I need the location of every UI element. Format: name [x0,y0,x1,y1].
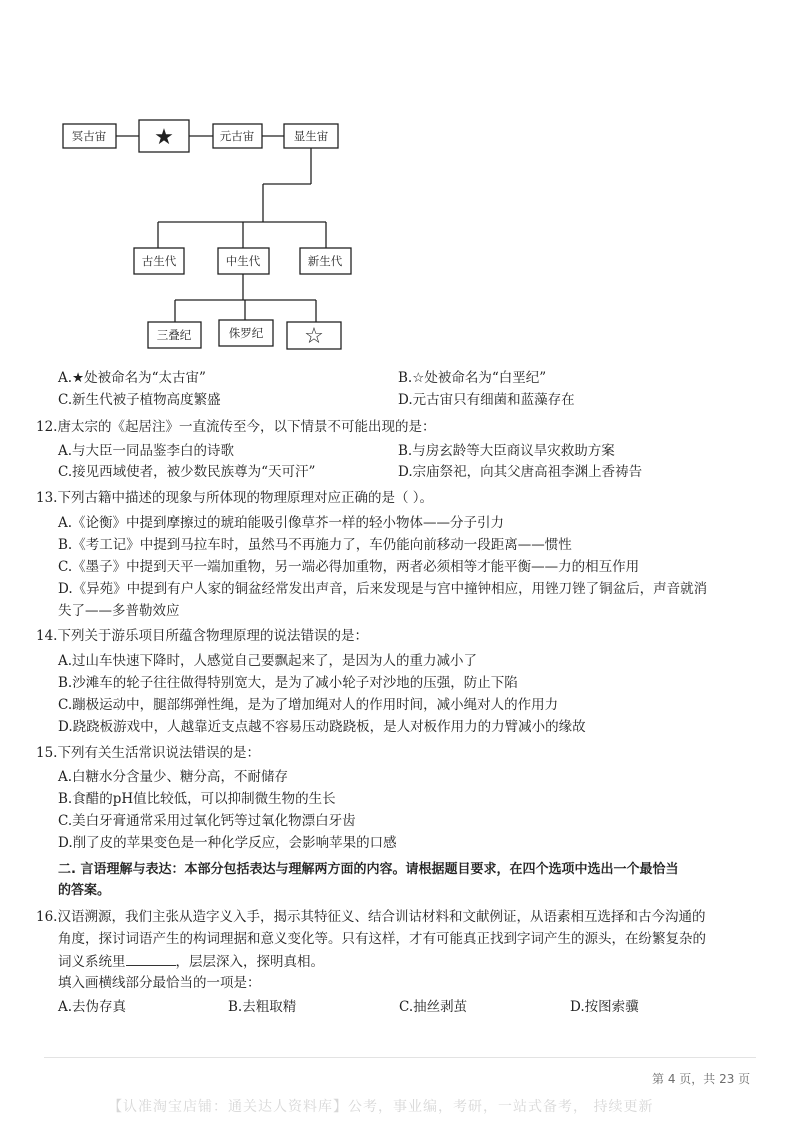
q13-option-d-line1: D.《异苑》中提到有户人家的铜盆经常发出声音，后来发现是与宫中撞钟相应，用锉刀锉了铜盆后，声音就消 [58,581,708,597]
q11-option-a: A.★处被命名为“太古宙” [58,370,206,386]
q14-option-d: D.跷跷板游戏中，人越靠近支点越不容易压动跷跷板，是人对板作用力的力臂减小的缘故 [58,719,586,735]
footer-divider [44,1057,756,1058]
q13-stem: 13.下列古籍中描述的现象与所体现的物理原理对应正确的是（ ）。 [36,490,434,506]
q16-stem-line1: 16.汉语溯源，我们主张从造字义入手，揭示其特征义、结合训诂材料和文献例证，从语素相互选择和古今沟通的 [36,909,706,925]
q12-option-a: A.与大臣一同品鉴李白的诗歌 [58,443,235,459]
q13-option-d-line2: 失了——多普勒效应 [58,603,180,619]
q15-option-a: A.白糖水分含量少、糖分高，不耐储存 [58,769,289,785]
q14-option-b: B.沙滩车的轮子往往做得特别宽大，是为了减小轮子对沙地的压强，防止下陷 [58,675,518,691]
q12-option-b: B.与房玄龄等大臣商议旱灾救助方案 [398,443,615,459]
diagram-box-proterozoic: 元古宙 [219,129,255,143]
diagram-box-mesozoic: 中生代 [225,254,261,268]
q12-option-c: C.接见西域使者，被少数民族尊为“天可汗” [58,464,316,480]
q16-option-d: D.按图索骥 [570,999,639,1015]
white-star-icon: ☆ [304,324,324,349]
q13-option-a: A.《论衡》中提到摩擦过的琥珀能吸引像草芥一样的轻小物体——分子引力 [58,515,505,531]
q16-prompt: 填入画横线部分最恰当的一项是： [58,975,261,991]
page-number: 第 4 页，共 23 页 [652,1072,751,1086]
q16-stem-line3-pre: 词义系统里 [58,954,126,970]
q13-option-c: C.《墨子》中提到天平一端加重物，另一端必得加重物，两者必须相等才能平衡——力的相互作用 [58,559,640,575]
q15-option-c: C.美白牙膏通常采用过氧化钙等过氧化物漂白牙齿 [58,813,356,829]
diagram-box-cenozoic: 新生代 [307,254,343,268]
q13-option-b: B.《考工记》中提到马拉车时，虽然马不再施力了，车仍能向前移动一段距离——惯性 [58,537,572,553]
q16-stem-line3-post: ，层层深入，探明真相。 [175,954,324,970]
diagram-box-jurassic: 侏罗纪 [228,326,264,340]
q15-option-d: D.削了皮的苹果变色是一种化学反应，会影响苹果的口感 [58,835,397,851]
footer-watermark: 【认准淘宝店铺：通关达人资料库】公考，事业编，考研，一站式备考， 持续更新 [108,1099,654,1115]
q14-option-c: C.蹦极运动中，腿部绑弹性绳，是为了增加绳对人的作用时间，减小绳对人的作用力 [58,697,559,713]
q12-stem: 12.唐太宗的《起居注》一直流传至今，以下情景不可能出现的是： [36,419,436,435]
q11-option-c: C.新生代被子植物高度繁盛 [58,392,221,408]
q16-option-c: C.抽丝剥茧 [399,999,468,1015]
fill-blank [126,951,176,966]
q16-option-a: A.去伪存真 [58,999,127,1015]
q15-stem: 15.下列有关生活常识说法错误的是： [36,745,260,761]
diagram-box-phanerozoic: 显生宙 [293,129,329,143]
geologic-time-diagram [0,0,800,370]
q11-option-d: D.元古宙只有细菌和蓝藻存在 [398,392,575,408]
section-heading-line1: 二. 言语理解与表达：本部分包括表达与理解两方面的内容。请根据题目要求，在四个选项中选出一个最恰当 [58,862,679,877]
diagram-box-hadean: 冥古宙 [71,129,107,143]
q16-stem-line3 [58,951,324,972]
section-heading-line2: 的答案。 [58,883,111,898]
q16-stem-line2: 角度，探讨词语产生的构词理据和意义变化等。只有这样，才有可能真正找到字词产生的源头，在纷繁复杂的 [58,931,706,947]
q14-option-a: A.过山车快速下降时，人感觉自己要飘起来了，是因为人的重力减小了 [58,653,478,669]
diagram-box-paleozoic: 古生代 [141,254,177,268]
q16-option-b: B.去粗取精 [228,999,297,1015]
q15-option-b: B.食醋的pH值比较低，可以抑制微生物的生长 [58,791,336,807]
diagram-box-triassic: 三叠纪 [156,328,192,342]
black-star-icon: ★ [154,125,174,150]
q12-option-d: D.宗庙祭祀，向其父唐高祖李渊上香祷告 [398,464,643,480]
q14-stem: 14.下列关于游乐项目所蕴含物理原理的说法错误的是： [36,628,368,644]
q11-option-b: B.☆处被命名为“白垩纪” [398,370,547,386]
